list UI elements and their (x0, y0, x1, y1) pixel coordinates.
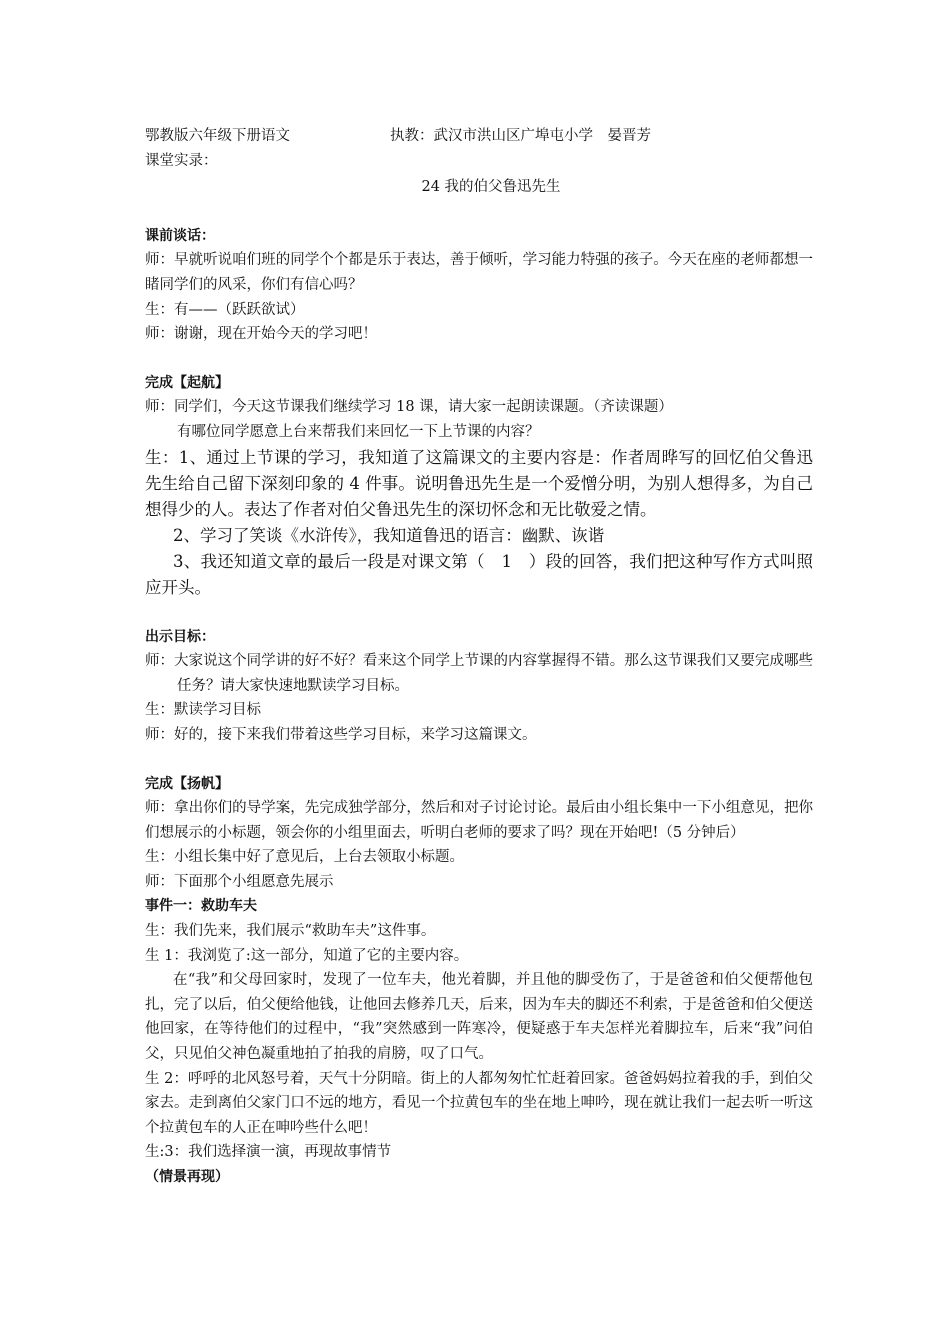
yangfan-line: 生：小组长集中好了意见后，上台去领取小标题。 (145, 849, 464, 866)
qihang-line: 师：同学们，今天这节课我们继续学习 18 课，请大家一起朗读课题。（齐读课题） (145, 399, 673, 416)
lesson-title: 24 我的伯父鲁迅先生 (421, 179, 561, 196)
pre-talk-line: 师：谢谢，现在开始今天的学习吧！ (145, 326, 377, 343)
record-label: 课堂实录： (145, 152, 218, 169)
yangfan-line: 师：拿出你们的导学案，先完成独学部分，然后和对子讨论讨论。最后由小组长集中一下小组意见，把你们想展示的小标题，领会你的小组里面去，听明白老师的要求了吗？现在开始吧!（5 分钟后） (145, 800, 813, 841)
yangfan-line: 在“我”和父母回家时，发现了一位车夫，他光着脚，并且他的脚受伤了，于是爸爸和伯父便帮他包扎，完了以后，伯父便给他钱，让他回去修养几天，后来，因为车夫的脚还不利索，于是爸爸和伯父便送他回家，在等待他们的过程中，“我”突然感到一阵寒冷，便疑惑于车夫怎样光着脚拉车，后来“我”问伯父，只见伯父神色凝重地拍了拍我的肩膀，叹了口气。 (145, 972, 813, 1063)
header-line (145, 124, 813, 149)
yangfan-heading: 完成【扬帆】 (145, 775, 229, 792)
goals-line: 师：大家说这个同学讲的好不好？看来这个同学上节课的内容掌握得不错。那么这节课我们又要完成哪些任务？请大家快速地默读学习目标。 (145, 653, 813, 694)
qihang-answer: 2、学习了笑谈《水浒传》，我知道鲁迅的语言：幽默、诙谐 (173, 525, 605, 545)
goals-heading: 出示目标： (145, 628, 215, 645)
yangfan-line: 师：下面那个小组愿意先展示 (145, 873, 334, 890)
textbook-label: 鄂教版六年级下册语文 (145, 128, 290, 144)
qihang-answer: 生：1、通过上节课的学习，我知道了这篇课文的主要内容是：作者周晔写的回忆伯父鲁迅先生给自己留下深刻印象的 4 件事。说明鲁迅先生是一个爱憎分明，为别人想得多，为自己想得少的人。表达了作者对伯父鲁迅先生的深切怀念和无比敬爱之情。 (145, 447, 813, 519)
event-heading: 事件一：救助车夫 (145, 898, 257, 915)
document-page (145, 124, 813, 1190)
qihang-answer: 3、我还知道文章的最后一段是对课文第（ 1 ）段的回答，我们把这种写作方式叫照应开头。 (145, 551, 813, 597)
goals-line: 师：好的，接下来我们带着这些学习目标，来学习这篇课文。 (145, 726, 537, 743)
teacher-label: 执教：武汉市洪山区广埠屯小学 晏晋芳 (390, 128, 651, 144)
goals-line: 生：默读学习目标 (145, 702, 261, 719)
scene-label: （情景再现） (145, 1169, 229, 1185)
qihang-line: 有哪位同学愿意上台来帮我们来回忆一下上节课的内容？ (177, 423, 540, 440)
pre-talk-line: 师：早就听说咱们班的同学个个都是乐于表达，善于倾听，学习能力特强的孩子。今天在座的老师都想一睹同学们的风采，你们有信心吗？ (145, 252, 813, 293)
yangfan-line: 生：我们先来，我们展示“救助车夫”这件事。 (145, 923, 436, 940)
pre-talk-line: 生：有——（跃跃欲试） (145, 301, 305, 318)
yangfan-line: 生 2：呼呼的北风怒号着，天气十分阴暗。街上的人都匆匆忙忙赶着回家。爸爸妈妈拉着我的手，到伯父家去。走到离伯父家门口不远的地方，看见一个拉黄包车的坐在地上呻吟，现在就让我们一起去听一听这个拉黄包车的人正在呻吟些什么吧！ (145, 1070, 813, 1136)
yangfan-line: 生 1：我浏览了:这一部分，知道了它的主要内容。 (145, 947, 469, 964)
yangfan-line: 生:3：我们选择演一演，再现故事情节 (145, 1144, 392, 1161)
pre-talk-heading: 课前谈话： (145, 227, 215, 244)
qihang-heading: 完成【起航】 (145, 374, 229, 391)
